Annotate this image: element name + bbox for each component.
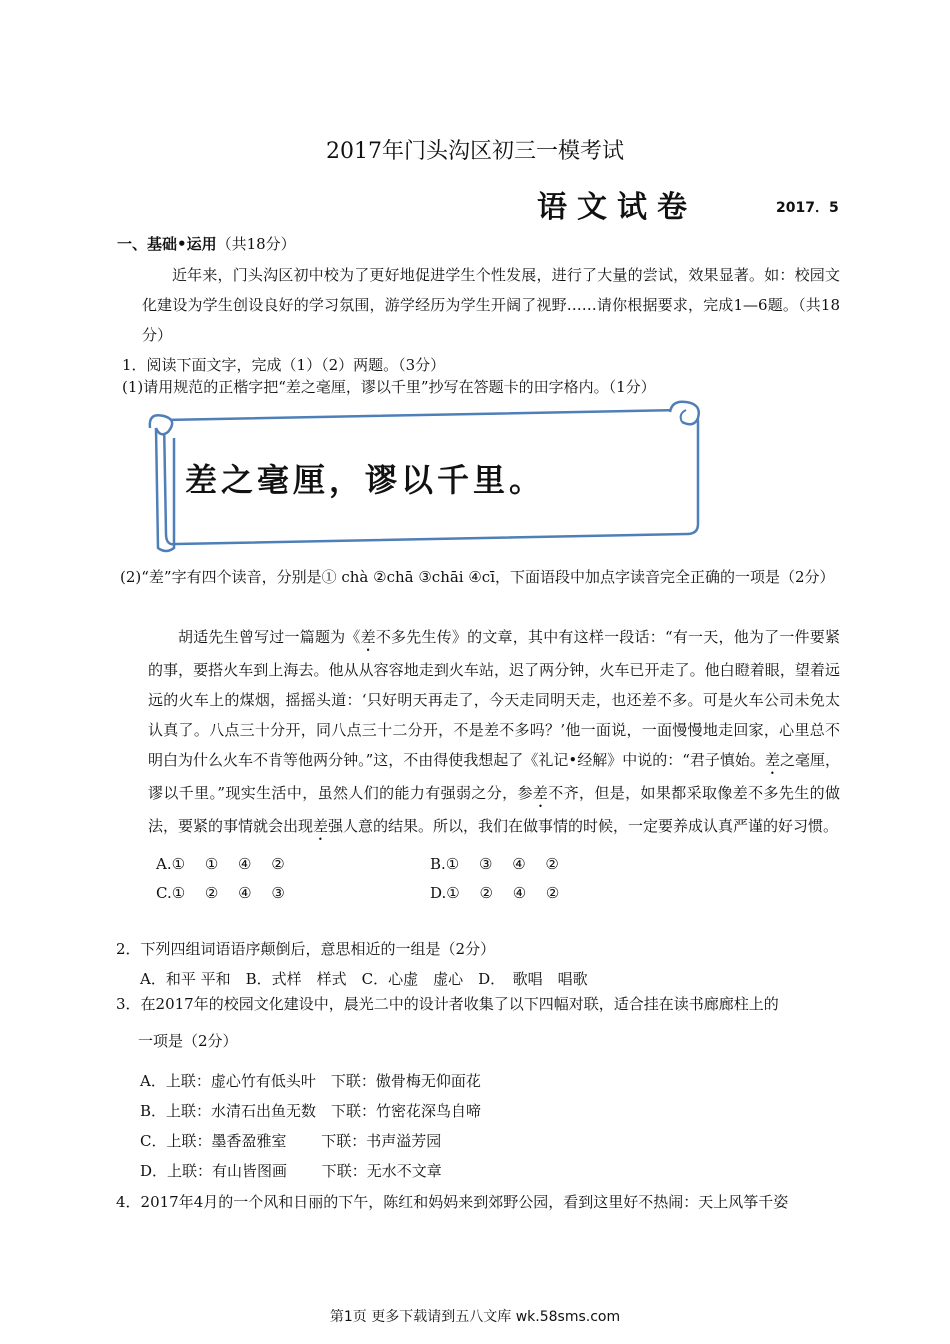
page-footer: 第1页 更多下载请到五八文库 wk.58sms.com <box>329 1309 621 1325</box>
q4-stem: 4．2017年4月的一个风和日丽的下午，陈红和妈妈来到郊野公园，看到这里好不热闹：天上风筝千姿 <box>116 1193 789 1211</box>
q1-option-a: A.① ① ④ ② <box>156 855 285 873</box>
banner-text: 差之毫厘，谬以千里。 <box>185 461 546 499</box>
exam-title: 2017年门头沟区初三一模考试 <box>326 139 624 164</box>
q1-sub2-text: (2)“差”字有四个读音，分别是① chà ②chā ③chāi ④cī，下面语段中加点字读音完全正确的一项是（2分） <box>120 568 835 586</box>
q3-stem-line1: 3．在2017年的校园文化建设中，晨光二中的设计者收集了以下四幅对联，适合挂在读书廊廊柱上的 <box>116 995 779 1013</box>
subject-title: 语文试卷 <box>537 190 697 225</box>
q2-options: A．和平 平和 B．式样 样式 C．心虚 虚心 D． 歌唱 唱歌 <box>140 970 588 988</box>
q3-option-d: D．上联：有山皆图画 下联：无水不文章 <box>140 1162 442 1180</box>
passage-part: 不齐，但是，如果都采取像差不多先生的做法，要紧的事情就会出现 <box>148 784 840 835</box>
q1-sub1: (1)请用规范的正楷字把“差之毫厘，谬以千里”抄写在答题卡的田字格内。（1分） <box>122 378 656 396</box>
passage-part: 之毫厘，谬以千里。”现实生活中，虽然人们的能力有强弱之分，参 <box>148 751 840 802</box>
dotted-char: 差 <box>360 628 376 646</box>
q1-sub2 <box>120 562 842 592</box>
passage-part: 不多先生传》的文章，其中有这样一段话：“有一天，他为了一件要紧的事，要搭火车到上海去。他从从容容地走到火车站，迟了两分钟，火车已开走了。他白瞪着眼，望着远远的火车上的煤烟，摇摇头道：‘只好明天再走了，今天走同明天走，也还差不多。可是火车公司未免太认真了。八点三十分开，同八点三十二分开，不是差不多吗？’他一面说，一面慢慢地走回家，心里总不明白为什么火车不肯等他两分钟。”这，不由得使我想起了《礼记•经解》中说的：“君子慎始。 <box>148 628 840 769</box>
q2-stem: 2．下列四组词语语序颠倒后，意思相近的一组是（2分） <box>116 940 496 958</box>
q1-option-b: B.① ③ ④ ② <box>430 855 559 873</box>
q3-option-a: A．上联：虚心竹有低头叶 下联：傲骨梅无仰面花 <box>140 1072 481 1090</box>
passage-part: 胡适先生曾写过一篇题为《 <box>178 628 361 646</box>
q1-stem: 1．阅读下面文字，完成（1）（2）两题。（3分） <box>122 356 446 374</box>
q3-stem-line2: 一项是（2分） <box>138 1032 238 1050</box>
dotted-char: 差 <box>764 751 780 769</box>
q1-option-c: C.① ② ④ ③ <box>156 884 285 902</box>
q3-option-c: C．上联：墨香盈雅室 下联：书声溢芳园 <box>140 1132 442 1150</box>
exam-date: 2017．5 <box>776 200 839 216</box>
passage-part: 强人意的结果。所以，我们在做事情的时候，一定要养成认真严谨的好习惯。 <box>328 817 839 835</box>
dotted-char: 差 <box>313 817 329 835</box>
section-heading <box>117 233 296 254</box>
section-intro: 近年来，门头沟区初中校为了更好地促进学生个性发展，进行了大量的尝试，效果显著。如：校园文化建设为学生创设良好的学习氛围，游学经历为学生开阔了视野……请你根据要求，完成1—6题。（共18分） <box>142 266 840 344</box>
q1-passage <box>148 622 840 844</box>
q3-option-b: B．上联：水清石出鱼无数 下联：竹密花深鸟自啼 <box>140 1102 482 1120</box>
q1-option-d: D.① ② ④ ② <box>430 884 560 902</box>
dotted-char: 差 <box>532 784 549 802</box>
section-label: 一、基础•运用 <box>117 235 217 253</box>
section-points: （共18分） <box>216 235 296 253</box>
